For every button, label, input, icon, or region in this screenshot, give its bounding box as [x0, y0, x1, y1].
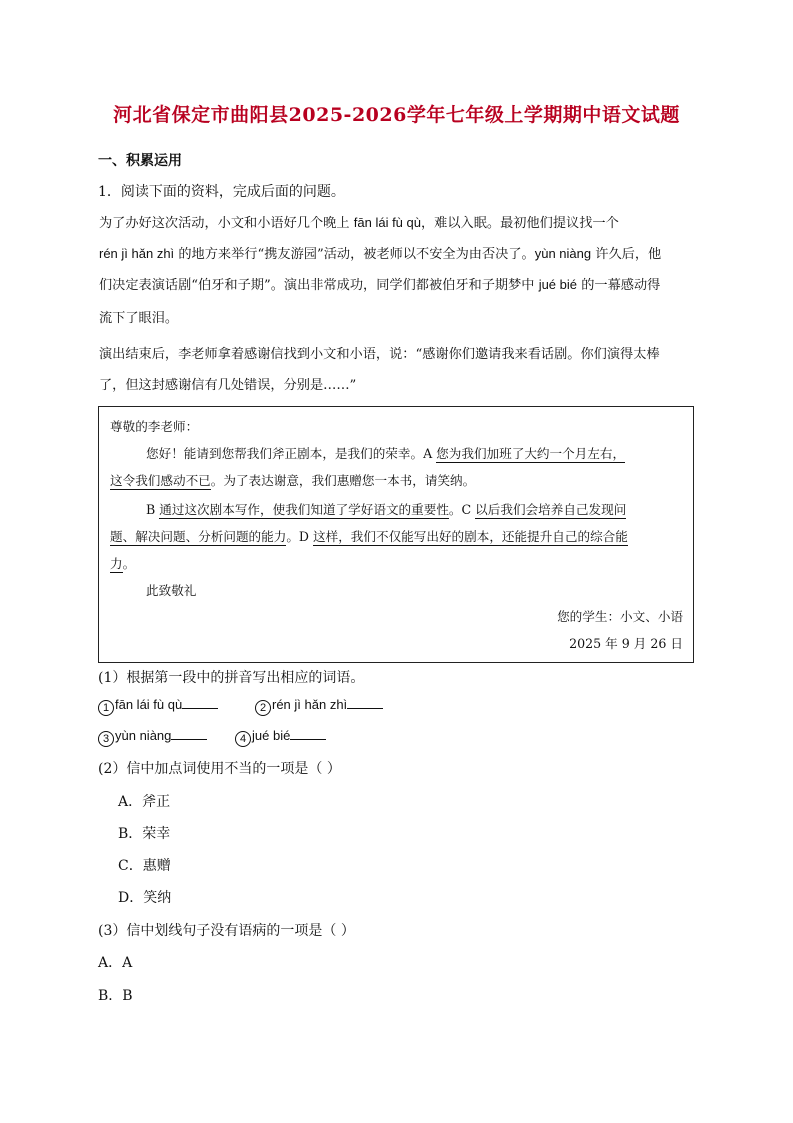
letter-text: 。D: [286, 529, 314, 544]
underlined-sentence-d-cont: 力: [110, 556, 123, 571]
passage-text: 为了办好这次活动，小文和小语好几个晚上: [99, 216, 354, 231]
passage-text: ，难以入眠。最初他们提议找一个: [420, 216, 619, 231]
blank-item-2[interactable]: [255, 697, 383, 716]
passage-text: 的一幕感动得: [577, 278, 661, 293]
letter-text: 。C: [448, 502, 476, 517]
letter-line-1: [146, 443, 625, 462]
circled-number: 2: [255, 700, 271, 716]
page-title: 河北省保定市曲阳县2025-2026学年七年级上学期期中语文试题: [113, 104, 680, 126]
section-heading: 一、积累运用: [98, 153, 182, 169]
letter-line-3: [146, 499, 626, 518]
answer-blank[interactable]: [182, 697, 218, 709]
passage-text: 们决定表演话剧“伯牙和子期”。演出非常成功，同学们都被伯牙和子期梦中: [99, 278, 539, 293]
underlined-sentence-c-cont: 题、解决问题、分析问题的能力: [110, 529, 287, 544]
question-1-stem: 1．阅读下面的资料，完成后面的问题。: [98, 184, 345, 200]
letter-line-4: [110, 526, 628, 545]
passage-text: 的地方来举行“携友游园”活动，被老师以不安全为由否决了。: [174, 247, 535, 262]
letter-text: B: [146, 502, 160, 517]
option-a[interactable]: A．斧正: [118, 794, 171, 810]
passage-line-1: [99, 212, 619, 231]
blank-item-1[interactable]: [98, 697, 218, 716]
pinyin-text: rén jì hǎn zhì: [272, 697, 348, 712]
letter-date: 2025 年 9 月 26 日: [569, 636, 683, 651]
pinyin-text: yùn niàng: [534, 246, 592, 261]
pinyin-text: rén jì hǎn zhì: [99, 246, 175, 261]
sub-question-3: (3）信中划线句子没有语病的一项是（ ）: [98, 923, 355, 939]
passage-line-5: 演出结束后，李老师拿着感谢信找到小文和小语，说：“感谢你们邀请我来看话剧。你们演得太棒: [99, 347, 660, 362]
letter-text: 。为了表达谢意，我们惠赠您一本书，请笑纳。: [210, 473, 476, 488]
passage-line-4: 流下了眼泪。: [99, 311, 179, 326]
blank-item-3[interactable]: [98, 728, 207, 747]
letter-greeting: 尊敬的李老师：: [110, 419, 199, 434]
letter-text: 。: [122, 556, 136, 571]
pinyin-text: fān lái fù qù: [353, 215, 421, 230]
letter-text: 您好！能请到您帮我们斧正剧本，是我们的荣幸。A: [146, 446, 437, 461]
pinyin-text: jué bié: [538, 277, 577, 292]
pinyin-text: fān lái fù qù: [115, 697, 183, 712]
option-a[interactable]: A．A: [98, 955, 133, 971]
option-d[interactable]: D．笑纳: [118, 890, 172, 906]
pinyin-text: yùn niàng: [115, 728, 172, 743]
letter-closing: 此致敬礼: [146, 583, 197, 598]
underlined-sentence-a-cont: 这令我们感动不已: [110, 473, 211, 488]
circled-number: 1: [98, 700, 114, 716]
answer-blank[interactable]: [290, 728, 326, 740]
circled-number: 3: [98, 731, 114, 747]
option-b[interactable]: B．荣幸: [118, 826, 171, 842]
underlined-sentence-d: 这样，我们不仅能写出好的剧本，还能提升自己的综合能: [313, 529, 628, 544]
pinyin-text: jué bié: [252, 728, 291, 743]
underlined-sentence-c: 以后我们会培养自己发现问: [475, 502, 627, 517]
letter-line-2: [110, 470, 475, 489]
circled-number: 4: [235, 731, 251, 747]
underlined-sentence-b: 通过这次剧本写作，使我们知道了学好语文的重要性: [159, 502, 449, 517]
letter-signature: 您的学生：小文、小语: [557, 609, 683, 624]
thank-you-letter-box: [98, 406, 694, 663]
underlined-sentence-a: 您为我们加班了大约一个月左右，: [436, 446, 626, 461]
passage-line-2: [99, 243, 661, 262]
answer-blank[interactable]: [347, 697, 383, 709]
sub-question-2: (2）信中加点词使用不当的一项是（ ）: [98, 761, 341, 777]
sub-question-1: (1）根据第一段中的拼音写出相应的词语。: [98, 670, 365, 686]
option-c[interactable]: C．惠赠: [118, 858, 171, 874]
passage-line-6: 了，但这封感谢信有几处错误，分别是……”: [99, 378, 357, 393]
passage-line-3: [99, 274, 660, 293]
option-b[interactable]: B．B: [98, 988, 133, 1004]
answer-blank[interactable]: [171, 728, 207, 740]
passage-text: 许久后，他: [591, 247, 662, 262]
blank-item-4[interactable]: [235, 728, 326, 747]
letter-line-5: [110, 553, 135, 572]
